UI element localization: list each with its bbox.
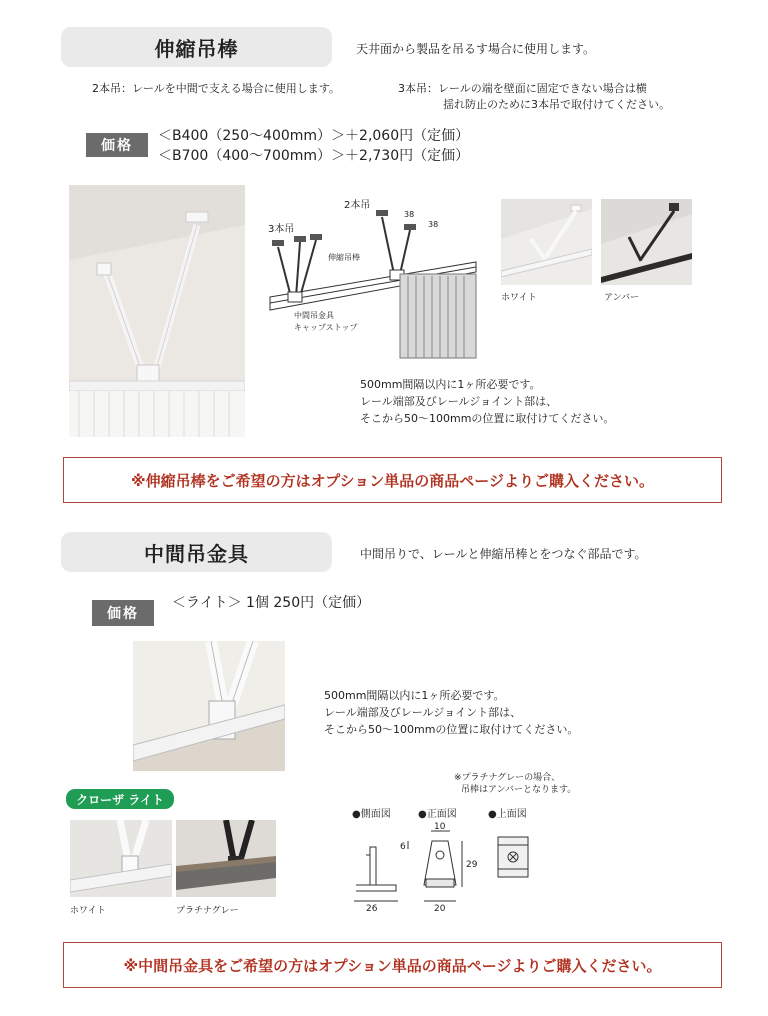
note-three-rod-2: 揺れ防止のために3本吊で取付けてください。 xyxy=(443,98,670,111)
section-title-bracket: 中間吊金具 xyxy=(61,532,332,572)
view-front-label: ●正面図 xyxy=(418,809,457,820)
diagram-dim-a: 38 xyxy=(404,210,415,219)
price-line-light: ＜ライト＞ 1個 250円（定価） xyxy=(172,595,371,611)
bracket-platinum-photo xyxy=(176,820,276,897)
price-line-b700: ＜B700（400〜700mm）＞＋2,730円（定価） xyxy=(158,148,470,164)
rod-interval-2: レール端部及びレールジョイント部は、 xyxy=(360,395,558,408)
dim-10: 10 xyxy=(434,822,446,832)
bracket-purchase-notice: ※中間吊金具をご希望の方はオプション単品の商品ページよりご購入ください。 xyxy=(63,942,722,988)
dim-29: 29 xyxy=(466,860,478,870)
diagram-label-rod: 伸縮吊棒 xyxy=(328,253,360,262)
bracket-interval-3: そこから50〜100mmの位置に取付けてください。 xyxy=(324,723,579,736)
bracket-technical-drawing xyxy=(348,805,608,915)
section-title-rod: 伸縮吊棒 xyxy=(61,27,332,67)
section-desc-bracket: 中間吊りで、レールと伸縮吊棒とをつなぐ部品です。 xyxy=(360,547,647,561)
note-two-rod: 2本吊：レールを中間で支える場合に使用します。 xyxy=(92,82,340,95)
diagram-label-cap: キャップストップ xyxy=(294,323,358,332)
rod-amber-photo xyxy=(601,199,692,285)
price-line-b400: ＜B400（250〜400mm）＞＋2,060円（定価） xyxy=(158,128,470,144)
rod-purchase-notice: ※伸縮吊棒をご希望の方はオプション単品の商品ページよりご購入ください。 xyxy=(63,457,722,503)
dim-26: 26 xyxy=(366,904,378,914)
dim-20: 20 xyxy=(434,904,446,914)
dim-6: 6 xyxy=(400,842,406,852)
rod-amber-caption: アンバー xyxy=(604,293,640,303)
rod-white-caption: ホワイト xyxy=(501,293,537,303)
price-badge-bracket: 価格 xyxy=(92,600,154,626)
bracket-installation-photo xyxy=(133,641,285,771)
price-badge-rod: 価格 xyxy=(86,133,148,157)
section-desc-rod: 天井面から製品を吊るす場合に使用します。 xyxy=(356,42,596,56)
bracket-interval-2: レール端部及びレールジョイント部は、 xyxy=(324,706,522,719)
rod-white-photo xyxy=(501,199,592,285)
diagram-label-3rod: 3本吊 xyxy=(268,224,295,235)
diagram-dim-b: 38 xyxy=(428,220,439,229)
bracket-platinum-caption: プラチナグレー xyxy=(176,906,239,916)
bracket-white-photo xyxy=(70,820,172,897)
closer-light-tag: クローザ ライト xyxy=(66,789,174,809)
bracket-white-caption: ホワイト xyxy=(70,906,106,916)
rod-diagram xyxy=(258,192,486,362)
rod-interval-3: そこから50〜100mmの位置に取付けてください。 xyxy=(360,412,615,425)
diagram-label-bracket: 中間吊金具 xyxy=(294,311,334,320)
view-top-label: ●上面図 xyxy=(488,809,527,820)
rod-installation-photo xyxy=(69,185,245,437)
view-side-label: ●側面図 xyxy=(352,809,391,820)
platinum-note-1: ※プラチナグレーの場合、 xyxy=(454,773,561,783)
rod-interval-1: 500mm間隔以内に1ヶ所必要です。 xyxy=(360,378,541,391)
diagram-label-2rod: 2本吊 xyxy=(344,200,371,211)
bracket-interval-1: 500mm間隔以内に1ヶ所必要です。 xyxy=(324,689,505,702)
note-three-rod-1: 3本吊：レールの端を壁面に固定できない場合は横 xyxy=(398,82,647,95)
platinum-note-2: 吊棒はアンバーとなります。 xyxy=(461,785,577,795)
